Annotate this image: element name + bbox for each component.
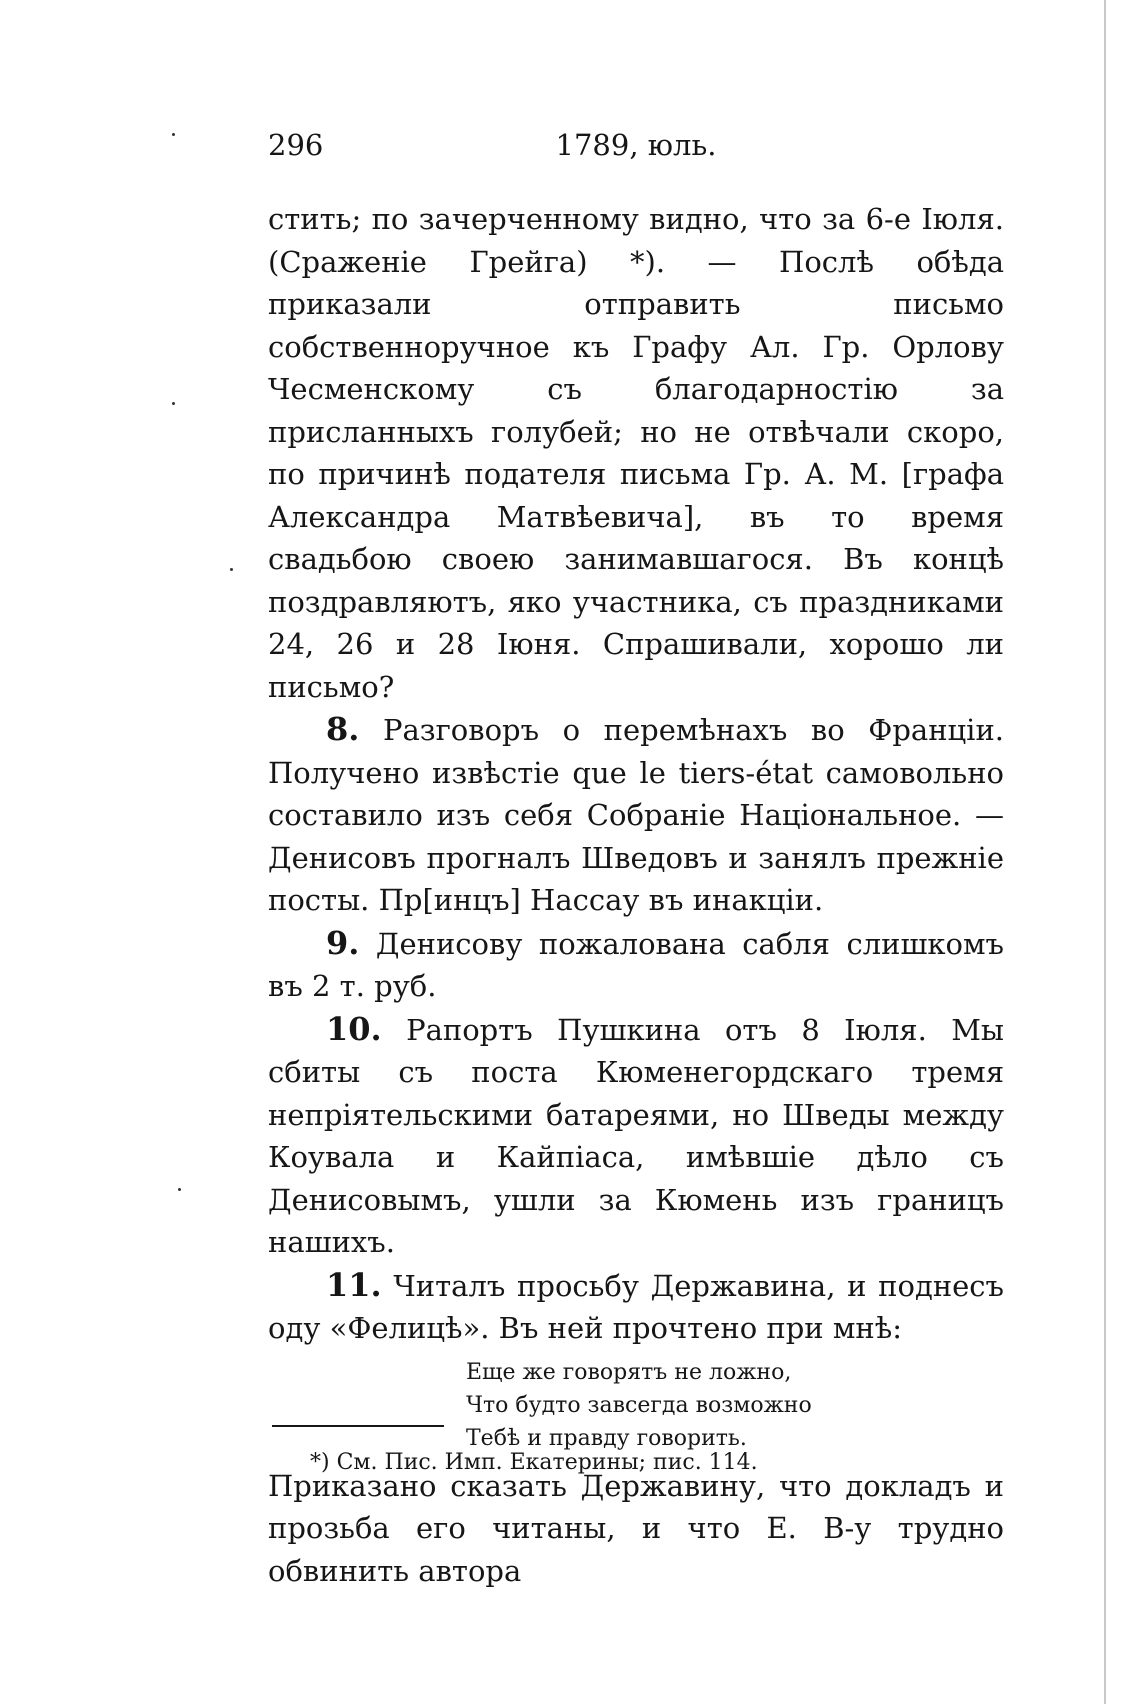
page-edge-line [1104, 0, 1106, 1704]
scan-speck [172, 402, 175, 405]
page-number: 296 [268, 128, 324, 162]
page-body [268, 198, 1004, 1592]
entry-text: Читалъ просьбу Державина, и поднесъ оду «Фелицѣ». Въ ней прочтено при мнѣ: [268, 1268, 1004, 1345]
entry-11 [268, 1264, 1004, 1350]
scan-speck [230, 568, 233, 571]
entry-text: Рапортъ Пушкина отъ 8 Іюля. Мы сбиты съ поста Кюменегордскаго тремя непріятельскими батареями, но Шведы между Коувала и Кайпіаса, имѣвшіе дѣло съ Денисовымъ, ушли за Кюмень изъ границъ нашихъ. [268, 1012, 1005, 1259]
entry-number: 10. [326, 1009, 382, 1048]
running-head: 1789, юль. [555, 128, 717, 162]
entry-8 [268, 708, 1004, 922]
paragraph-continuation [268, 198, 1004, 708]
scan-speck [178, 1188, 181, 1191]
paragraph-text: стить; по зачерченному видно, что за 6-е Іюля. (Сраженіе Грейга) *). — Послѣ обѣда приказали отправить письмо собственноручное къ Графу Ал. Гр. Орлову Чесменскому съ благодарностію за присланныхъ голубей; но не отвѣчали скоро, по причинѣ подателя письма Гр. А. М. [графа Александра Матвѣевича], въ то время свадьбою своею занимавшагося. Въ концѣ поздравляютъ, яко участника, съ праздниками 24, 26 и 28 Іюня. Спрашивали, хорошо ли письмо? [268, 202, 1004, 704]
verse-line: Тебѣ и правду говорить. [466, 1425, 747, 1451]
entry-text: Денисову пожалована сабля слишкомъ въ 2 т. руб. [268, 926, 1004, 1003]
verse-line: Что будто завсегда возможно [466, 1392, 812, 1418]
entry-text: Разговоръ о перемѣнахъ во Франціи. Получено извѣстіе que le tiers-état самовольно составило изъ себя Собраніе Національное. — Денисовъ прогналъ Шведовъ и занялъ прежніе посты. Пр[инцъ] Нассау въ инакціи. [268, 713, 1004, 917]
page-header [268, 128, 1004, 172]
entry-number: 9. [326, 923, 360, 962]
entry-number: 8. [326, 710, 360, 748]
scan-speck [172, 133, 175, 136]
entry-number: 11. [326, 1265, 382, 1304]
footnote-rule [272, 1425, 444, 1427]
entry-10 [268, 1008, 1004, 1264]
entry-9 [268, 922, 1004, 1008]
closing-text: Приказано сказать Державину, что докладъ и прозьба его читаны, и что Е. В-у трудно обвинить автора [268, 1468, 1004, 1588]
verse-line: Еще же говорятъ не ложно, [466, 1359, 792, 1385]
verse-quote [466, 1356, 1004, 1455]
closing-paragraph [268, 1465, 1004, 1593]
footnote: *) См. Пис. Имп. Екатерины; пис. 114. [310, 1450, 758, 1475]
